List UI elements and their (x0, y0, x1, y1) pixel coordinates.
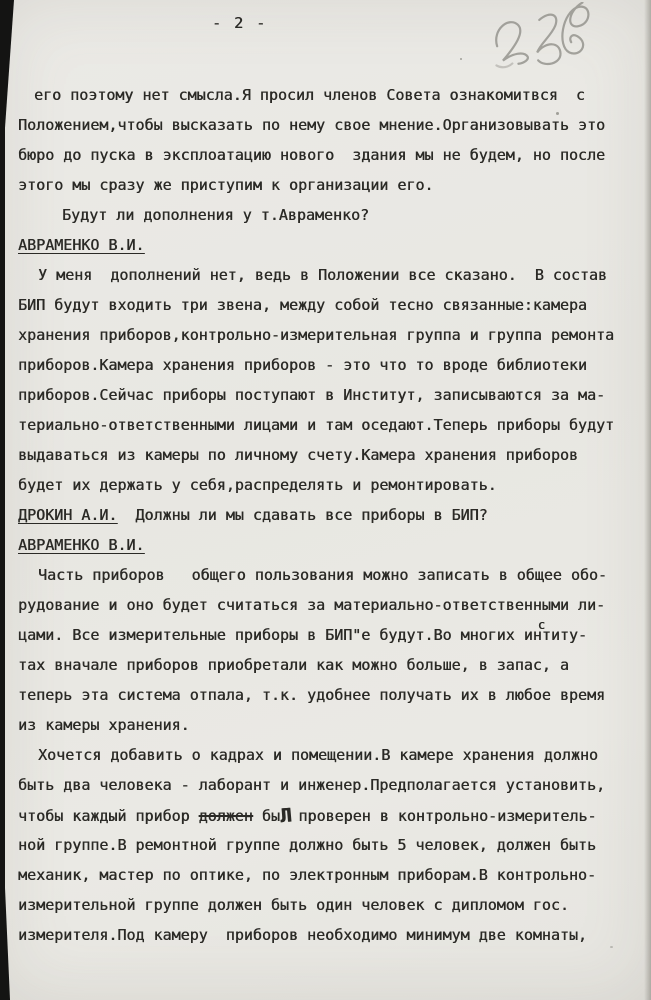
typed-text-segment: териально-ответственными лицами и там оседают.Теперь приборы будут (18, 416, 615, 434)
typed-text-segment: Должны ли мы сдавать все приборы в БИП? (117, 506, 488, 524)
typed-text-segment: цами. Все измерительные приборы в БИП"е будут.Во многих ин (18, 626, 542, 644)
typed-line (0, 770, 651, 800)
typed-text-segment: измерителя.Под камеру приборов необходимо минимум две комнаты, (18, 926, 587, 944)
typed-text-segment: будет их держать у себя,распределять и ремонтировать. (18, 476, 497, 494)
handwritten-page-number (483, 2, 613, 82)
typed-line (0, 230, 651, 260)
typed-line (0, 890, 651, 920)
typed-line (0, 530, 651, 560)
typed-line (0, 710, 651, 740)
typed-text-segment: его поэтому нет смысла.Я просил членов Совета ознакомитвся с (34, 86, 585, 104)
typed-line (0, 470, 651, 500)
typed-line: цами. Все измерительные приборы в БИП"е будут.Во многих институ- (18, 618, 587, 644)
typed-line (0, 350, 651, 380)
typed-text-segment: рудование и оно будет считаться за материально-ответственными ли- (18, 596, 605, 614)
typed-text-segment: механик, мастер по оптике, по электронным приборам.В контрольно- (18, 866, 596, 884)
typed-text-segment: выдаваться из камеры по личному счету.Камера хранения приборов (18, 446, 578, 464)
typed-line (0, 170, 651, 200)
typed-text-segment: приборов.Камера хранения приборов - это что то вроде библиотеки (18, 356, 587, 374)
typed-line (0, 410, 651, 440)
typed-line (0, 650, 651, 680)
speaker-name: АВРАМЕНКО В.И. (18, 536, 145, 554)
typed-text-segment: титу- (541, 626, 587, 644)
typed-text-segment: измерительной группе должен быть один человек с дипломом гос. (18, 896, 569, 914)
typed-text-segment: бюро до пуска в эксплоатацию нового здания мы не будем, но после (18, 146, 605, 164)
typed-line (0, 560, 651, 590)
typed-line (0, 860, 651, 890)
struck-word: должен (198, 807, 253, 825)
typed-text-segment: из камеры хранения. (18, 716, 190, 734)
handwritten-correction: Л (279, 804, 291, 828)
typed-line (0, 200, 651, 230)
typed-line (0, 320, 651, 350)
typed-text-segment: теперь эта система отпала, т.к. удобнее получать их в любое время (18, 686, 605, 704)
typed-line (0, 260, 651, 290)
typed-line (0, 110, 651, 140)
scan-speck (610, 946, 613, 948)
document-body (0, 80, 651, 950)
typed-text-segment: этого мы сразу же приступим к организации его. (18, 176, 434, 194)
typed-text-segment: Будут ли дополнения у т.Авраменко? (62, 206, 370, 224)
typed-line (0, 590, 651, 620)
typed-text-segment: чтобы каждый прибор (18, 807, 199, 825)
typed-text-segment: У меня дополнений нет, ведь в Положении все сказано. В состав (38, 266, 607, 284)
typed-text-segment: бы (252, 807, 280, 825)
typed-text-segment: быть два человека - лаборант и инженер.Предполагается установить, (18, 776, 605, 794)
typed-line (0, 440, 651, 470)
typed-text-segment: хранения приборов,контрольно-измерительная группа и группа ремонта (18, 326, 615, 344)
typed-text-segment: БИП будут входить три звена, между собой тесно связанные:камера (18, 296, 587, 314)
typed-line (0, 740, 651, 770)
typed-line (0, 140, 651, 170)
speaker-name: АВРАМЕНКО В.И. (18, 236, 145, 254)
typed-line (0, 800, 651, 830)
typed-line (0, 920, 651, 950)
scan-speck (556, 112, 559, 115)
typed-line (0, 380, 651, 410)
typed-text-segment: Положением,чтобы высказать по нему свое мнение.Организовывать это (18, 116, 605, 134)
scan-speck (460, 58, 462, 60)
typed-line (0, 500, 651, 530)
typed-line (0, 680, 651, 710)
typed-text-segment: Часть приборов общего пользования можно записать в общее обо- (38, 566, 607, 584)
typed-text-segment: ной группе.В ремонтной группе должно быть 5 человек, должен быть (18, 836, 596, 854)
speaker-name: ДРОКИН А.И. (18, 506, 118, 524)
typed-text-segment: тах вначале приборов приобретали как можно больше, в запас, а (18, 656, 569, 674)
typed-line (0, 830, 651, 860)
typed-text-segment: Хочется добавить о кадрах и помещении.В камере хранения должно (38, 746, 598, 764)
typed-text-segment: приборов.Сейчас приборы поступают в Институт, записываются за ма- (18, 386, 605, 404)
typed-line (0, 290, 651, 320)
page-number: - 2 - (212, 14, 268, 32)
typed-text-segment: проверен в контрольно-измеритель- (289, 807, 597, 825)
typed-line (0, 80, 651, 110)
